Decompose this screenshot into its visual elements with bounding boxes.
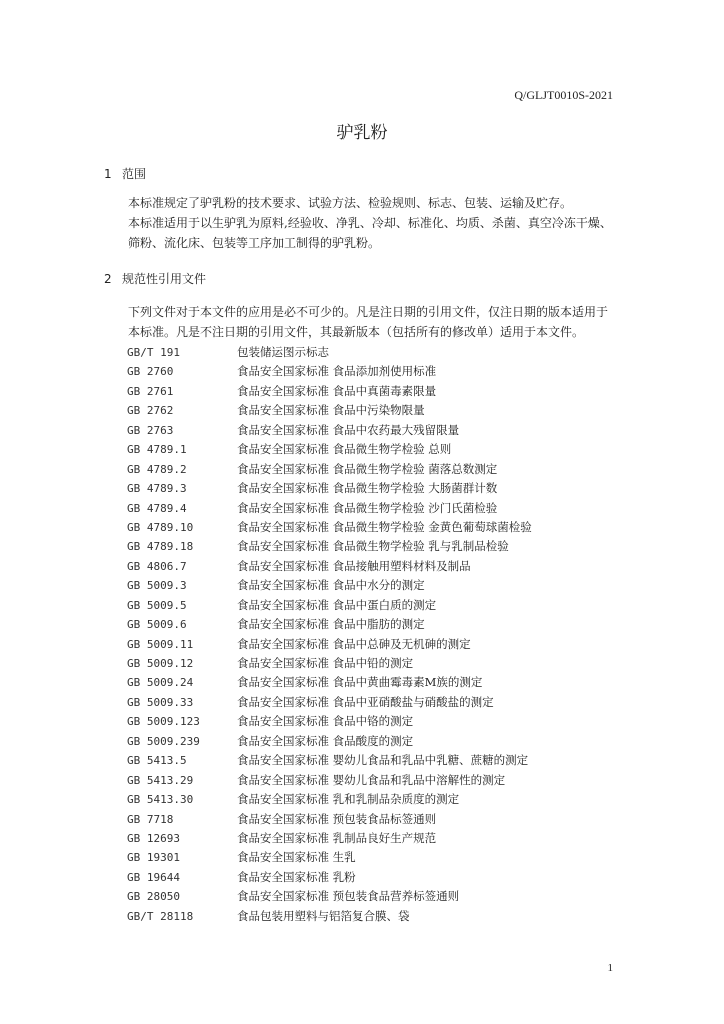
reference-item <box>127 460 532 479</box>
reference-item <box>127 673 532 692</box>
reference-item <box>127 557 532 576</box>
reference-code: GB 4789.2 <box>127 462 187 476</box>
section-title: 范围 <box>122 167 147 181</box>
reference-item <box>127 401 532 420</box>
reference-code: GB 19644 <box>127 870 180 884</box>
reference-code: GB 5009.239 <box>127 734 200 748</box>
reference-title: 食品安全国家标准 食品微生物学检验 沙门氏菌检验 <box>237 500 498 515</box>
reference-item <box>127 848 532 867</box>
reference-item <box>127 751 532 770</box>
reference-title: 食品安全国家标准 乳和乳制品杂质度的测定 <box>237 792 460 807</box>
reference-title: 食品安全国家标准 食品中亚硝酸盐与硝酸盐的测定 <box>237 694 494 709</box>
reference-code: GB 2763 <box>127 423 174 437</box>
reference-code: GB/T 28118 <box>127 909 194 923</box>
reference-item <box>127 732 532 751</box>
reference-title: 食品安全国家标准 食品微生物学检验 总则 <box>237 442 452 457</box>
reference-code: GB 5009.24 <box>127 676 194 690</box>
reference-item <box>127 615 532 634</box>
reference-item <box>127 382 532 401</box>
reference-title: 食品安全国家标准 预包装食品营养标签通则 <box>237 889 460 904</box>
reference-title: 食品安全国家标准 食品添加剂使用标准 <box>237 364 437 379</box>
reference-title: 食品安全国家标准 食品微生物学检验 菌落总数测定 <box>237 461 498 476</box>
reference-code: GB 5009.12 <box>127 657 194 670</box>
reference-code: GB 5413.30 <box>127 793 194 807</box>
section-heading-normative-references <box>104 270 206 287</box>
reference-title: 食品安全国家标准 食品中蛋白质的测定 <box>237 597 437 612</box>
reference-item <box>127 479 532 498</box>
reference-title: 食品安全国家标准 食品微生物学检验 大肠菌群计数 <box>237 481 498 496</box>
section-title: 规范性引用文件 <box>122 272 207 286</box>
reference-code: GB 2760 <box>127 365 174 379</box>
page-number: 1 <box>607 962 613 974</box>
reference-item <box>127 693 532 712</box>
section-heading-scope <box>104 165 146 182</box>
reference-title: 食品安全国家标准 生乳 <box>237 850 356 865</box>
reference-code: GB 5009.11 <box>127 637 194 651</box>
reference-title: 食品安全国家标准 食品中污染物限量 <box>237 403 425 418</box>
paragraph: 本标准适用于以生驴乳为原料,经验收、净乳、冷却、标准化、均质、杀菌、真空冷冻干燥、筛粉、流化床、包装等工序加工制得的驴乳粉。 <box>128 216 612 250</box>
reference-code: GB 5009.6 <box>127 618 187 632</box>
reference-item <box>127 868 532 887</box>
reference-code: GB 4789.1 <box>127 443 187 457</box>
reference-code: GB 5009.5 <box>127 598 187 612</box>
reference-title: 食品安全国家标准 食品中真菌毒素限量 <box>237 383 437 398</box>
reference-item <box>127 907 532 926</box>
reference-code: GB 5009.123 <box>127 715 200 729</box>
scope-body <box>104 193 616 253</box>
reference-title: 食品安全国家标准 食品酸度的测定 <box>237 733 414 748</box>
reference-code: GB 12693 <box>127 831 180 845</box>
reference-item <box>127 790 532 809</box>
reference-code: GB 5413.5 <box>127 754 187 768</box>
reference-title: 食品安全国家标准 预包装食品标签通则 <box>237 811 437 826</box>
reference-code: GB 19301 <box>127 851 180 865</box>
reference-title: 食品安全国家标准 食品微生物学检验 乳与乳制品检验 <box>237 539 509 554</box>
reference-code: GB/T 191 <box>127 346 180 359</box>
reference-code: GB 5009.33 <box>127 695 194 709</box>
paragraph: 下列文件对于本文件的应用是必不可少的。凡是注日期的引用文件，仅注日期的版本适用于本标准。凡是不注日期的引用文件，其最新版本（包括所有的修改单）适用于本文件。 <box>128 305 609 339</box>
reference-item <box>127 712 532 731</box>
reference-title: 食品安全国家标准 食品微生物学检验 金黄色葡萄球菌检验 <box>237 519 532 534</box>
reference-title: 食品安全国家标准 食品中水分的测定 <box>237 578 425 593</box>
reference-title: 食品安全国家标准 乳制品良好生产规范 <box>237 830 437 845</box>
section-number: 1 <box>104 167 112 181</box>
reference-title: 食品安全国家标准 婴幼儿食品和乳品中溶解性的测定 <box>237 772 506 787</box>
reference-code: GB 4789.3 <box>127 482 187 496</box>
reference-item <box>127 343 532 362</box>
reference-title: 食品安全国家标准 食品中脂肪的测定 <box>237 617 425 632</box>
reference-code: GB 5009.3 <box>127 579 187 593</box>
reference-item <box>127 421 532 440</box>
document-title: 驴乳粉 <box>336 123 388 143</box>
reference-item <box>127 635 532 654</box>
reference-list <box>127 343 532 926</box>
reference-item <box>127 596 532 615</box>
reference-title: 食品安全国家标准 食品中农药最大残留限量 <box>237 422 460 437</box>
standard-code: Q/GLJT0010S-2021 <box>514 88 613 102</box>
reference-title: 食品安全国家标准 食品接触用塑料材料及制品 <box>237 558 471 573</box>
reference-item <box>127 362 532 381</box>
reference-code: GB 2762 <box>127 404 174 418</box>
reference-item <box>127 887 532 906</box>
reference-title: 食品安全国家标准 婴幼儿食品和乳品中乳糖、蔗糖的测定 <box>237 753 529 768</box>
reference-title: 食品安全国家标准 食品中总砷及无机砷的测定 <box>237 636 471 651</box>
reference-title: 食品包装用塑料与铝箔复合膜、袋 <box>237 908 410 923</box>
reference-title: 食品安全国家标准 食品中黄曲霉毒素M族的测定 <box>237 675 483 690</box>
reference-item <box>127 576 532 595</box>
reference-title: 食品安全国家标准 乳粉 <box>237 869 356 884</box>
reference-code: GB 28050 <box>127 890 180 904</box>
reference-item <box>127 829 532 848</box>
reference-item <box>127 654 532 673</box>
reference-item <box>127 810 532 829</box>
reference-item <box>127 518 532 537</box>
references-intro <box>104 302 616 342</box>
reference-item <box>127 771 532 790</box>
reference-code: GB 7718 <box>127 812 174 826</box>
section-number: 2 <box>104 272 112 286</box>
reference-title: 食品安全国家标准 食品中铅的测定 <box>237 656 414 670</box>
reference-item <box>127 499 532 518</box>
paragraph: 本标准规定了驴乳粉的技术要求、试验方法、检验规则、标志、包装、运输及贮存。 <box>128 196 573 210</box>
reference-code: GB 4789.18 <box>127 540 194 554</box>
reference-code: GB 4789.4 <box>127 501 187 515</box>
reference-code: GB 2761 <box>127 384 174 398</box>
reference-title: 食品安全国家标准 食品中铬的测定 <box>237 714 414 729</box>
reference-code: GB 5413.29 <box>127 773 194 787</box>
reference-title: 包装储运图示标志 <box>237 345 329 359</box>
reference-code: GB 4806.7 <box>127 559 187 573</box>
reference-item <box>127 537 532 556</box>
reference-item <box>127 440 532 459</box>
reference-code: GB 4789.10 <box>127 520 194 534</box>
